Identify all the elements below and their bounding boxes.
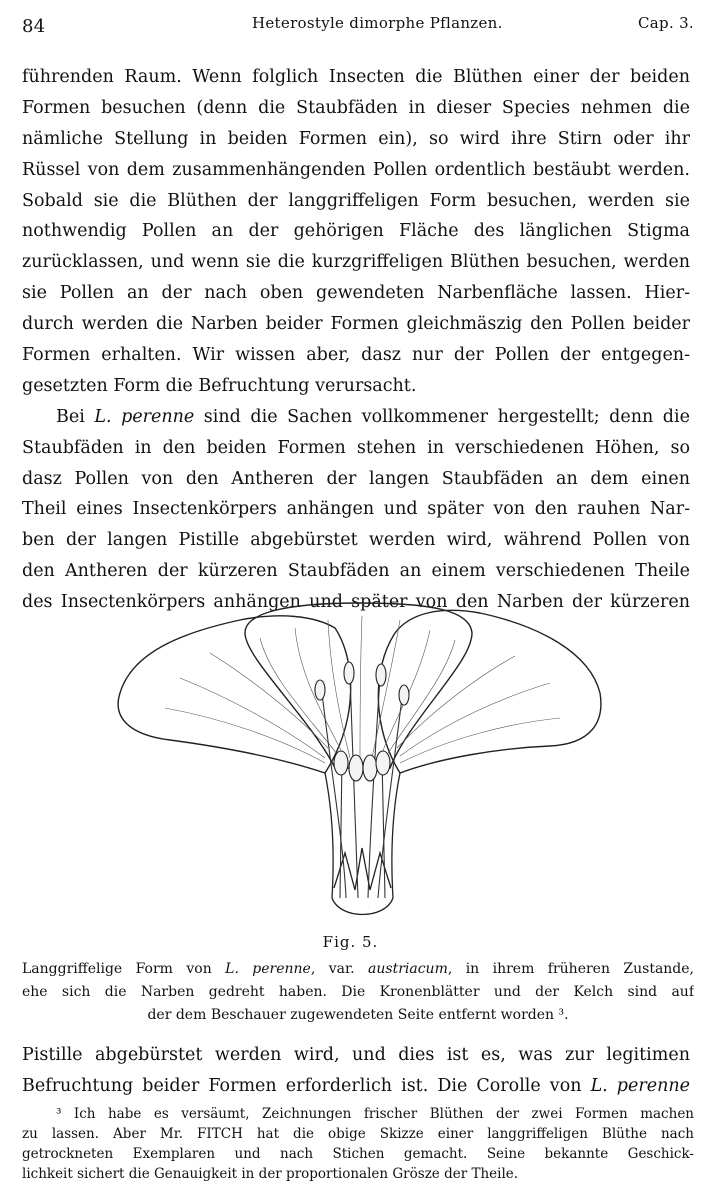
- running-title: Heterostyle dimorphe Pflanzen.: [252, 14, 503, 32]
- caption-line: [22, 958, 694, 981]
- caption-variety: austriacum: [368, 961, 448, 977]
- para-rest: sind die Sachen vollkommener hergestellt; denn die: [194, 406, 690, 427]
- text-line: führenden Raum. Wenn folglich Insecten die Blüthen einer der beiden: [22, 67, 690, 87]
- text-line: Rüssel von dem zusammenhängenden Pollen ordentlich bestäubt werden.: [22, 159, 690, 180]
- text-line: nothwendig Pollen an der gehörigen Fläche des länglichen Stigma: [22, 221, 690, 242]
- caption-suffix: , in ihrem früheren Zustande,: [447, 961, 694, 977]
- species-name: L. perenne: [94, 406, 195, 427]
- caption-line: ehe sich die Narben gedreht haben. Die Kronenblätter und der Kelch sind auf: [22, 984, 694, 1000]
- text-line: ben der langen Pistille abgebürstet werden wird, während Pollen von: [22, 530, 690, 551]
- footnote-line: ³ Ich habe es versäumt, Zeichnungen frischer Blüthen der zwei Formen machen: [56, 1106, 694, 1122]
- caption-prefix: Langgriffelige Form von: [22, 961, 226, 977]
- text-line: sie Pollen an der nach oben gewendeten Narbenfläche lassen. Hier-: [22, 283, 690, 304]
- page-number: 84: [22, 16, 46, 37]
- text-line: zurücklassen, und wenn sie die kurzgriffeligen Blüthen besuchen, werden: [22, 252, 690, 273]
- caption-line: der dem Beschauer zugewendeten Seite entfernt worden ³.: [147, 1007, 569, 1023]
- caption-mid: , var.: [310, 961, 369, 977]
- text-line: Staubfäden in den beiden Formen stehen in verschiedenen Höhen, so: [22, 437, 690, 458]
- footnote-line: lichkeit sichert die Genauigkeit in der proportionalen Grösze der Theile.: [22, 1166, 519, 1182]
- flower-illustration: [110, 598, 610, 936]
- continuation-text-part: Befruchtung beider Formen erforderlich ist. Die Corolle von: [22, 1075, 591, 1096]
- text-line: Formen besuchen (denn die Staubfäden in dieser Species nehmen die: [22, 97, 690, 118]
- figure-label: Fig. 5.: [322, 933, 379, 951]
- text-line: nämliche Stellung in beiden Formen ein), so wird ihre Stirn oder ihr: [22, 128, 690, 149]
- text-line: Formen erhalten. Wir wissen aber, dasz nur der Pollen der entgegen-: [22, 345, 690, 366]
- species-name: L. perenne: [590, 1075, 690, 1096]
- text-line: Pistille abgebürstet werden wird, und dies ist es, was zur legitimen: [22, 1045, 690, 1065]
- text-line: den Antheren der kürzeren Staubfäden an einem verschiedenen Theile: [22, 561, 690, 582]
- caption-species: L. perenne: [225, 961, 311, 977]
- text-line: des Insectenkörpers anhängen und später von den Narben der kürzeren: [22, 592, 690, 613]
- text-line: [22, 1071, 690, 1102]
- page-header: [22, 10, 694, 40]
- footnote: [22, 1104, 694, 1184]
- chapter-label: Cap. 3.: [638, 14, 694, 32]
- text-line: gesetzten Form die Befruchtung verursacht.: [22, 375, 417, 396]
- main-text: [22, 62, 690, 618]
- figure-caption: [22, 958, 694, 1027]
- text-line: Sobald sie die Blüthen der langgriffeligen Form besuchen, werden sie: [22, 190, 690, 211]
- text-line: dasz Pollen von den Antheren der langen Staubfäden an dem einen: [22, 468, 690, 489]
- continuation-text: [22, 1040, 690, 1102]
- footnote-line: zu lassen. Aber Mr. FITCH hat die obige Skizze einer langgriffeligen Blüthe nach: [22, 1126, 694, 1142]
- text-line: Theil eines Insectenkörpers anhängen und später von den rauhen Nar-: [22, 499, 690, 520]
- footnote-line: getrockneten Exemplaren und nach Stichen gemacht. Seine bekannte Geschick-: [22, 1146, 694, 1162]
- paragraph-start: [22, 402, 690, 433]
- para-intro: Bei: [56, 406, 95, 427]
- text-line: durch werden die Narben beider Formen gleichmäszig den Pollen beider: [22, 314, 690, 335]
